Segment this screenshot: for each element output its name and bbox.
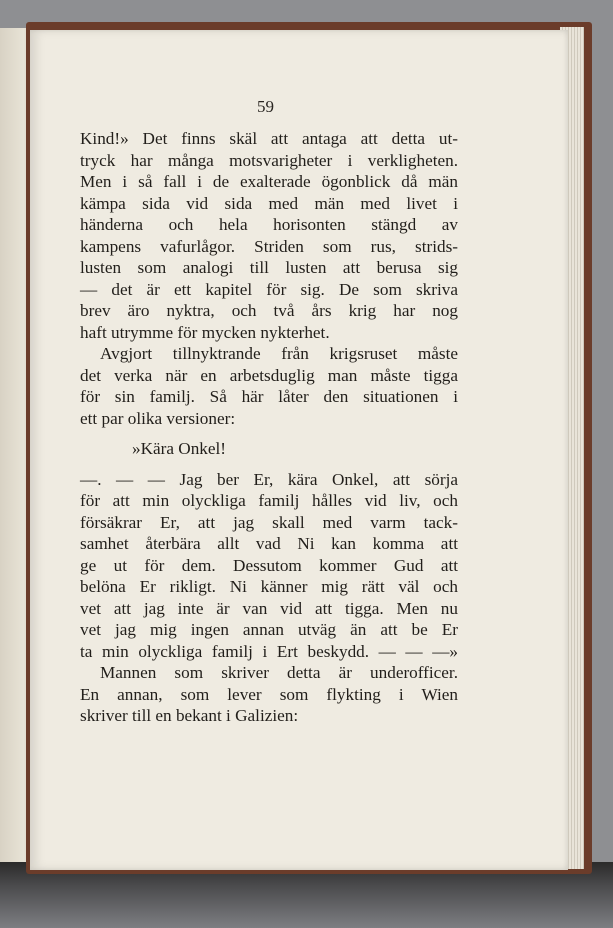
text-line: tryck har många motsvarigheter i verkligheten. xyxy=(80,150,458,170)
text-line: — det är ett kapitel för sig. De som skriva xyxy=(80,279,458,299)
page-number: 59 xyxy=(257,97,274,116)
text-line: försäkrar Er, att jag skall med varm tack- xyxy=(80,512,458,532)
text-line: vet att jag inte är van vid att tigga. Men nu xyxy=(80,598,458,618)
text-line: vet jag mig ingen annan utväg än att be Er xyxy=(80,620,458,639)
text-line: haft utrymme för mycken nykterhet. xyxy=(80,322,330,342)
text-line: Kind!» Det finns skäl att antaga att detta ut- xyxy=(80,129,458,148)
text-line: —. — — Jag ber Er, kära Onkel, att sörja xyxy=(80,469,458,489)
text-line: för att min olyckliga familj hålles vid liv, och xyxy=(80,491,458,510)
text-line: lusten som analogi till lusten att berusa sig xyxy=(80,258,458,277)
text-line: det verka när en arbetsduglig man måste tigga xyxy=(80,365,458,385)
text-line: kämpa sida vid sida med män med livet i xyxy=(80,193,458,213)
text-line: samhet återbära allt vad Ni kan komma att xyxy=(80,534,458,553)
text-line: skriver till en bekant i Galizien: xyxy=(80,706,299,725)
text-line: Men i så fall i de exalterade ögonblick då män xyxy=(80,172,458,191)
text-line: brev äro nyktra, och två års krig har nog xyxy=(80,301,458,320)
text-line: ta min olyckliga familj i Ert beskydd. — — —» xyxy=(80,641,458,661)
text-line: händerna och hela horisonten stängd av xyxy=(80,215,458,234)
letter-greeting: »Kära Onkel! xyxy=(132,439,227,458)
text-line: Avgjort tillnyktrande från krigsruset måste xyxy=(100,344,458,363)
text-line: för sin familj. Så här låter den situationen i xyxy=(80,387,458,406)
body-text xyxy=(80,128,458,727)
text-line: ge ut för dem. Dessutom kommer Gud att xyxy=(80,555,458,575)
text-line: kampens vafurlågor. Striden som rus, strids- xyxy=(80,236,458,256)
text-line: belöna Er rikligt. Ni känner mig rätt väl och xyxy=(80,577,458,596)
text-line: ett par olika versioner: xyxy=(80,408,236,428)
text-line: En annan, som lever som flykting i Wien xyxy=(80,684,458,704)
text-line: Mannen som skriver detta är underofficer. xyxy=(100,663,458,682)
